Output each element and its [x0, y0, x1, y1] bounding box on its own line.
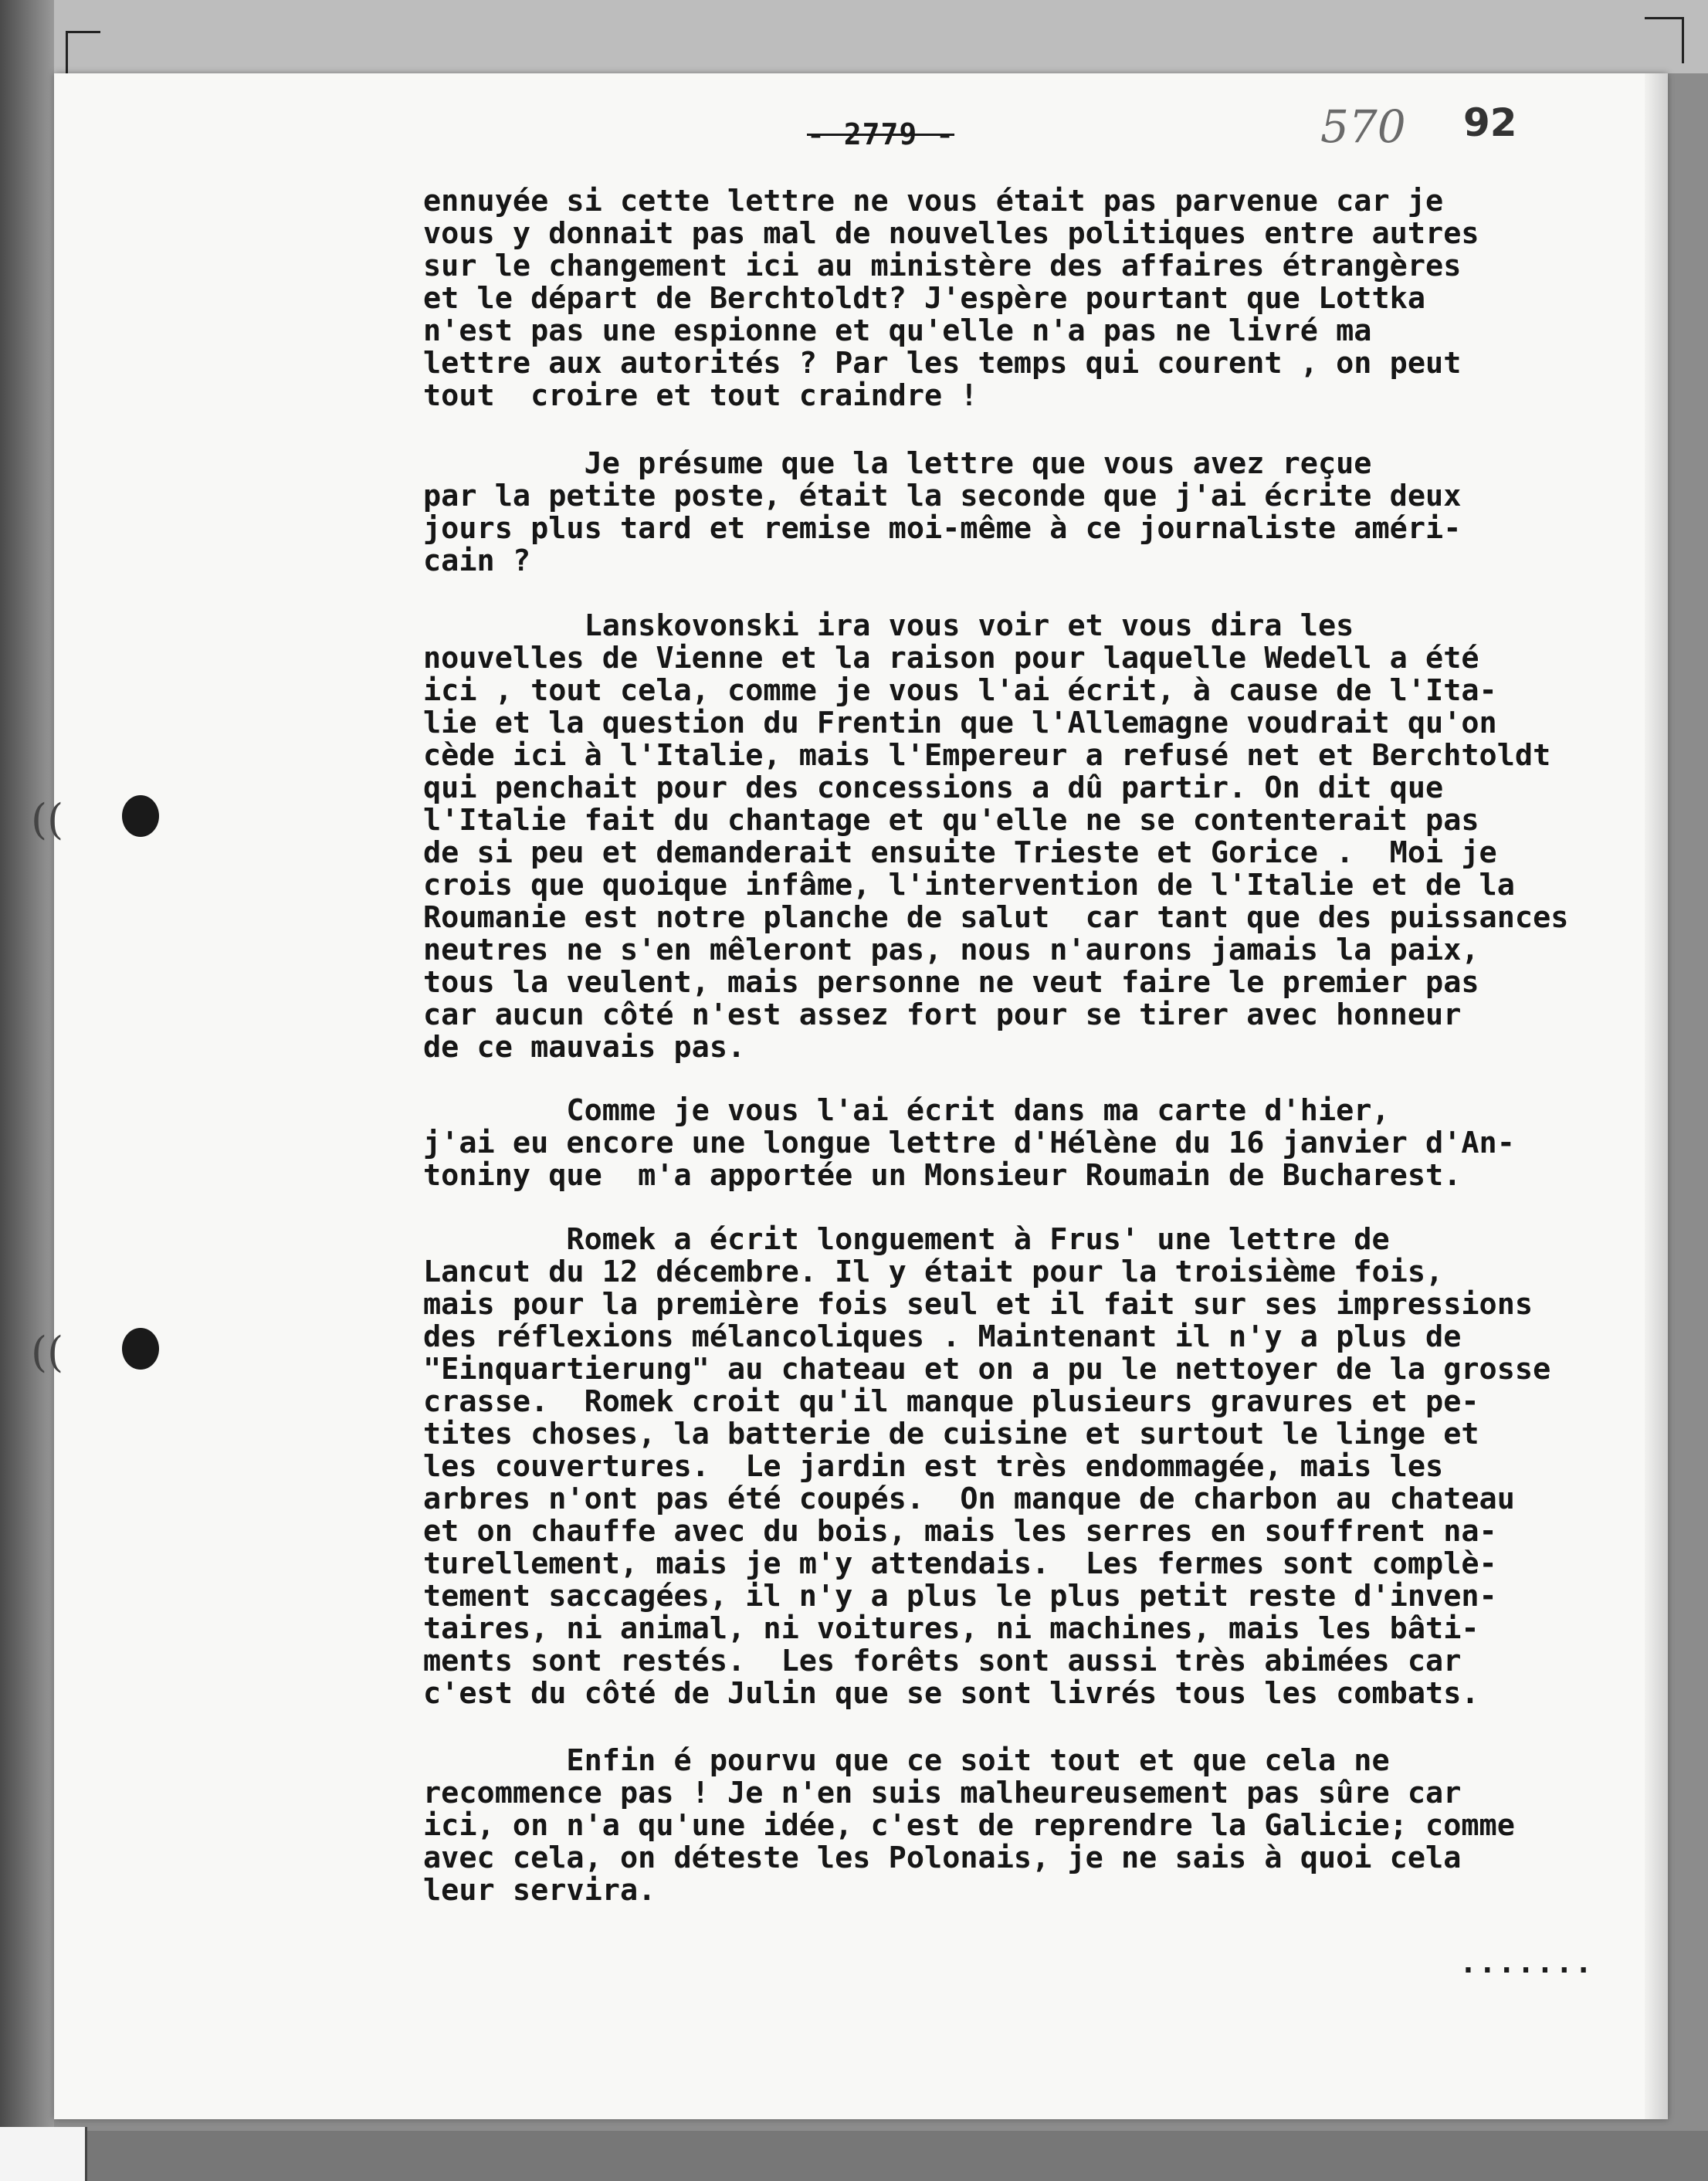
scanner-border-top — [0, 0, 1708, 73]
paragraph: Lanskovonski ira vous voir et vous dira les nouvelles de Vienne et la raison pour laquelle Wedell a été ici , tout cela, comme je vous l'ai écrit, à cause de l'Ita- lie et la question du Frentin que l'Allemagne voudrait qu'on cède ici à l'Italie, mais l'Empereur a refusé net et Berchtoldt qui penchait pour des concessions a dû partir. On dit que l'Italie fait du chantage et qu'elle ne se contenterait pas de si peu et demanderait ensuite Trieste et Gorice . Moi je crois que quoique infâme, l'intervention de l'Italie et de la Roumanie est notre planche de salut car tant que des puissances neutres ne s'en mêleront pas, nous n'aurons jamais la paix, tous la veulent, mais personne ne veut faire le premier pas car aucun côté n'est assez fort pour se tirer avec honneur de ce mauvais pas. — [423, 608, 1569, 1065]
paragraph: Romek a écrit longuement à Frus' une lettre de Lancut du 12 décembre. Il y était pour la troisième fois, mais pour la première fois seul et il fait sur ses impressions des réflexions mélancoliques . Maintenant il n'y a plus de "Einquartierung" au chateau et on a pu le nettoyer de la grosse crasse. Romek croit qu'il manque plusieurs gravures et pe- tites choses, la batterie de cuisine et surtout le linge et les couvertures. Le jardin est très endommagée, mais les arbres n'ont pas été coupés. On manque de charbon au chateau et on chauffe avec du bois, mais les serres en souffrent na- turellement, mais je m'y attendais. Les fermes sont complè- tement saccagées, il n'y a plus le plus petit reste d'inven- taires, ni animal, ni voitures, ni machines, mais les bâti- ments sont restés. Les forêts sont aussi très abimées car c'est du côté de Julin que se sont livrés tous les combats. — [423, 1222, 1551, 1711]
scanner-border-bottom — [0, 2131, 1708, 2181]
hole-margin-mark: (( — [31, 795, 64, 844]
scanner-border-left — [0, 0, 54, 2181]
punch-hole — [122, 1328, 159, 1370]
stamped-folio-number: 92 — [1463, 100, 1517, 145]
paragraph: ennuyée si cette lettre ne vous était pas parvenue car je vous y donnait pas mal de nouvelles politiques entre autres sur le changement ici au ministère des affaires étrangères et le départ de Berchtoldt? J'espère pourtant que Lottka n'est pas une espionne et qu'elle n'a pas ne livré ma lettre aux autorités ? Par les temps qui courent , on peut tout croire et tout craindre ! — [423, 184, 1479, 413]
punch-hole — [122, 795, 159, 837]
paragraph: Enfin é pourvu que ce soit tout et que cela ne recommence pas ! Je n'en suis malheureusement pas sûre car ici, on n'a qu'une idée, c'est de reprendre la Galicie; comme avec cela, on déteste les Polonais, je ne sais à quoi cela leur servira. — [423, 1743, 1515, 1908]
crop-mark — [1682, 17, 1684, 63]
hole-margin-mark: (( — [31, 1328, 64, 1377]
paragraph: Comme je vous l'ai écrit dans ma carte d'hier, j'ai eu encore une longue lettre d'Hélène du 16 janvier d'An- toniny que m'a apportée un Monsieur Roumain de Bucharest. — [423, 1093, 1515, 1193]
film-tab — [0, 2127, 87, 2181]
continuation-dots: ....... — [1459, 1946, 1594, 1979]
crop-mark — [66, 31, 100, 33]
crop-mark — [66, 31, 68, 73]
page-number: - 2779 - — [807, 117, 955, 151]
paragraph: Je présume que la lettre que vous avez reçue par la petite poste, était la seconde que j'ai écrite deux jours plus tard et remise moi-même à ce journaliste améri- cain ? — [423, 446, 1462, 578]
crop-mark — [1645, 17, 1683, 19]
handwritten-folio-number: 570 — [1320, 100, 1406, 153]
